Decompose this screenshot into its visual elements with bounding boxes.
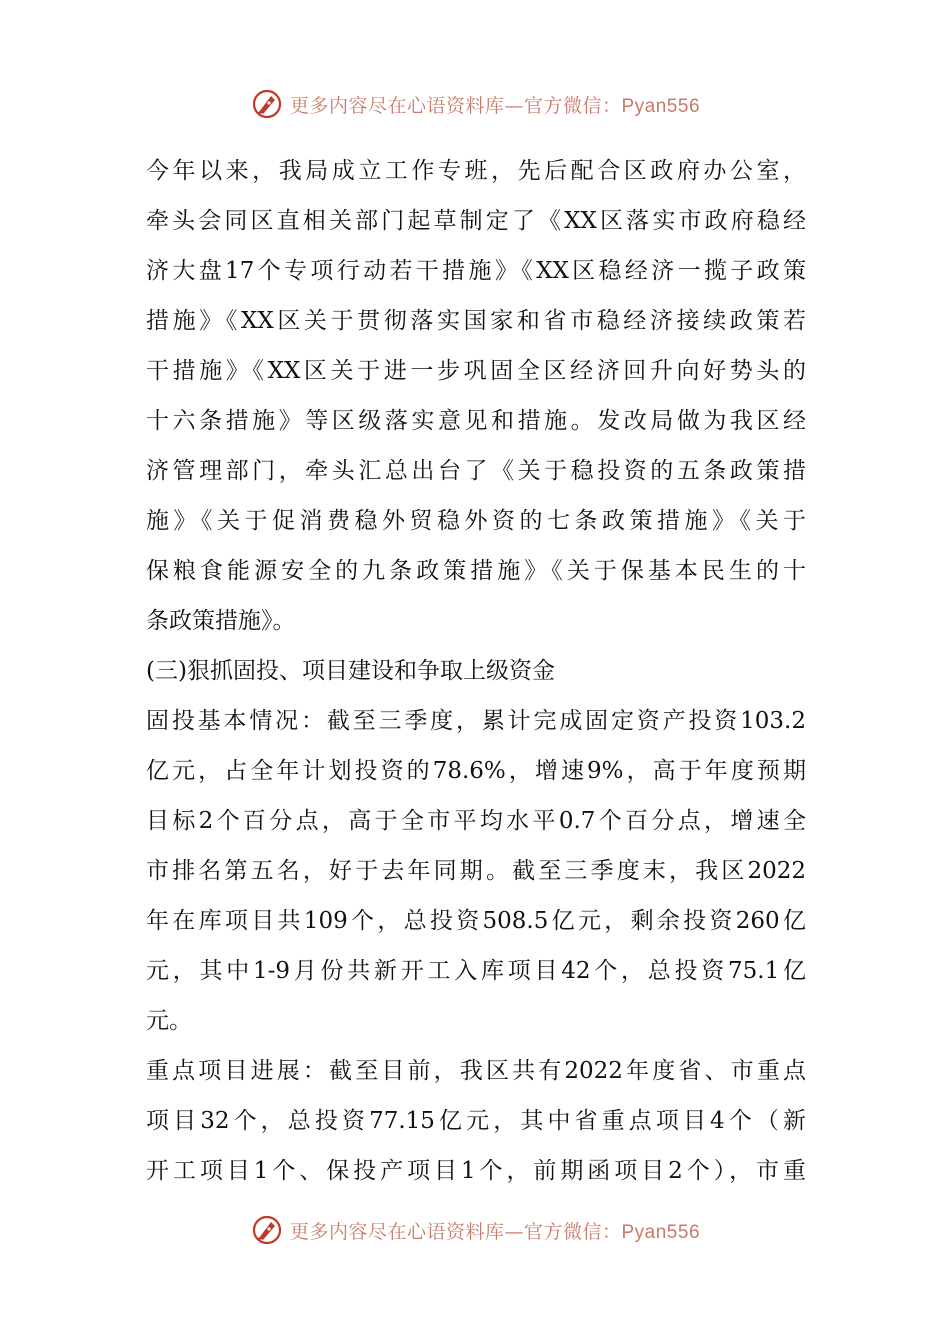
pen-nib-logo-icon — [250, 87, 284, 121]
text-line: 项目32个，总投资77.15亿元，其中省重点项目4个（新 — [146, 1108, 806, 1134]
text-line: 牵头会同区直相关部门起草制定了《XX区落实市政府稳经 — [146, 208, 806, 234]
watermark-text: 更多内容尽在心语资料库—官方微信：Pyan556 — [289, 1220, 701, 1243]
text-line: (三)狠抓固投、项目建设和争取上级资金 — [146, 658, 555, 684]
text-line: 条政策措施》。 — [146, 608, 296, 634]
text-line: 施》《关于促消费稳外贸稳外资的七条政策措施》《关于 — [146, 508, 806, 534]
text-line: 保粮食能源安全的九条政策措施》《关于保基本民生的十 — [146, 558, 806, 584]
text-line: 固投基本情况：截至三季度，累计完成固定资产投资103.2 — [146, 708, 806, 734]
text-line: 济管理部门，牵头汇总出台了《关于稳投资的五条政策措 — [146, 458, 806, 484]
text-line: 重点项目进展：截至目前，我区共有2022年度省、市重点 — [146, 1058, 806, 1084]
text-line: 年在库项目共109个，总投资508.5亿元，剩余投资260亿 — [146, 908, 806, 934]
watermark-footer — [0, 1210, 950, 1250]
text-line: 今年以来，我局成立工作专班，先后配合区政府办公室， — [146, 158, 806, 184]
text-line: 十六条措施》等区级落实意见和措施。发改局做为我区经 — [146, 408, 806, 434]
text-line: 元，其中1-9月份共新开工入库项目42个，总投资75.1亿 — [146, 958, 806, 984]
document-body — [146, 146, 806, 1196]
text-line: 元。 — [146, 1008, 192, 1034]
text-line: 济大盘17个专项行动若干措施》《XX区稳经济一揽子政策 — [146, 258, 806, 284]
pen-nib-logo-icon — [250, 1213, 284, 1247]
watermark-text: 更多内容尽在心语资料库—官方微信：Pyan556 — [289, 94, 701, 117]
text-line: 市排名第五名，好于去年同期。截至三季度末，我区2022 — [146, 858, 806, 884]
text-line: 干措施》《XX区关于进一步巩固全区经济回升向好势头的 — [146, 358, 806, 384]
text-line: 措施》《XX区关于贯彻落实国家和省市稳经济接续政策若 — [146, 308, 806, 334]
text-line: 目标2个百分点，高于全市平均水平0.7个百分点，增速全 — [146, 808, 806, 834]
watermark-header — [0, 84, 950, 124]
text-line: 亿元，占全年计划投资的78.6%，增速9%，高于年度预期 — [146, 758, 806, 784]
text-line: 开工项目1个、保投产项目1个，前期函项目2个），市重 — [146, 1158, 806, 1184]
